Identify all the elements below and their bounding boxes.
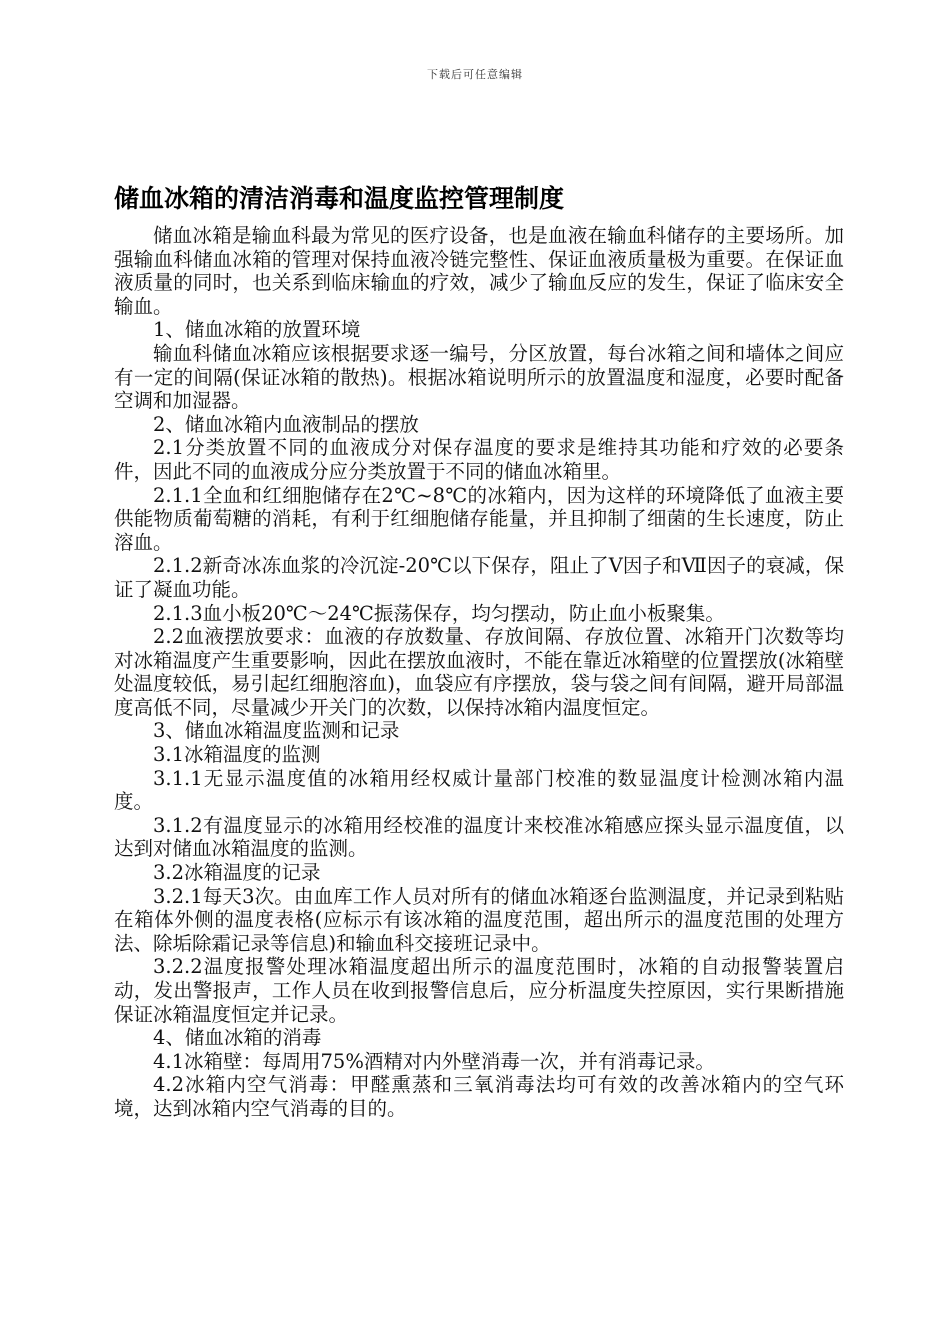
- subsection-heading: 3.2冰箱温度的记录: [153, 861, 321, 885]
- section-heading-monitoring: 3、储血冰箱温度监测和记录: [153, 719, 400, 743]
- body-paragraph: 2.1.3血小板20℃～24℃振荡保存，均匀摆动，防止血小板聚集。: [153, 601, 725, 625]
- section-heading-disinfection: 4、储血冰箱的消毒: [153, 1026, 322, 1050]
- intro-paragraph: 储血冰箱是输血科最为常见的医疗设备，也是血液在输血科储存的主要场所。加强输血科储血冰箱的管理对保持血液冷链完整性、保证血液质量极为重要。在保证血液质量的同时，也关系到临床输血的疗效，减少了输血反应的发生，保证了临床安全输血。: [114, 224, 844, 318]
- document-title: 储血冰箱的清洁消毒和温度监控管理制度: [114, 184, 565, 213]
- subsection-heading: 3.1冰箱温度的监测: [153, 743, 321, 767]
- page-header-note: 下载后可任意编辑: [427, 68, 523, 81]
- body-paragraph: 3.2.1每天3次。由血库工作人员对所有的储血冰箱逐台监测温度，并记录到粘贴在箱体外侧的温度表格(应标示有该冰箱的温度范围，超出所示的温度范围的处理方法、除垢除霜记录等信息)和输血科交接班记录中。: [114, 884, 844, 955]
- body-paragraph: 3.1.2有温度显示的冰箱用经校准的温度计来校准冰箱感应探头显示温度值，以达到对储血冰箱温度的监测。: [114, 813, 844, 861]
- section-heading-arrangement: 2、储血冰箱内血液制品的摆放: [153, 412, 419, 436]
- body-paragraph: 2.1分类放置不同的血液成分对保存温度的要求是维持其功能和疗效的必要条件，因此不同的血液成分应分类放置于不同的储血冰箱里。: [114, 436, 844, 483]
- body-paragraph: 2.1.1全血和红细胞储存在2℃~8℃的冰箱内，因为这样的环境降低了血液主要供能物质葡萄糖的消耗，有利于红细胞储存能量，并且抑制了细菌的生长速度，防止溶血。: [114, 483, 844, 554]
- document-body: [114, 224, 844, 1121]
- body-paragraph: 4.1冰箱壁：每周用75%酒精对内外壁消毒一次，并有消毒记录。: [153, 1049, 715, 1073]
- body-paragraph: 2.2血液摆放要求：血液的存放数量、存放间隔、存放位置、冰箱开门次数等均对冰箱温度产生重要影响，因此在摆放血液时，不能在靠近冰箱壁的位置摆放(冰箱壁处温度较低，易引起红细胞溶血)，血袋应有序摆放，袋与袋之间有间隔，避开局部温度高低不同，尽量减少开关门的次数，以保持冰箱内温度恒定。: [114, 625, 844, 719]
- body-paragraph: 3.1.1无显示温度值的冰箱用经权威计量部门校准的数显温度计检测冰箱内温度。: [114, 766, 844, 814]
- section-heading-placement: 1、储血冰箱的放置环境: [153, 318, 361, 342]
- body-paragraph: 2.1.2新奇冰冻血浆的冷沉淀-20℃以下保存，阻止了Ⅴ因子和Ⅶ因子的衰减，保证了凝血功能。: [114, 554, 844, 601]
- body-paragraph: 4.2冰箱内空气消毒：甲醛熏蒸和三氧消毒法均可有效的改善冰箱内的空气环境，达到冰箱内空气消毒的目的。: [114, 1073, 844, 1120]
- body-paragraph: 输血科储血冰箱应该根据要求逐一编号，分区放置，每台冰箱之间和墙体之间应有一定的间隔(保证冰箱的散热)。根据冰箱说明所示的放置温度和湿度，必要时配备空调和加湿器。: [114, 341, 844, 413]
- body-paragraph: 3.2.2温度报警处理冰箱温度超出所示的温度范围时，冰箱的自动报警装置启动，发出警报声，工作人员在收到报警信息后，应分析温度失控原因，实行果断措施保证冰箱温度恒定并记录。: [114, 955, 844, 1026]
